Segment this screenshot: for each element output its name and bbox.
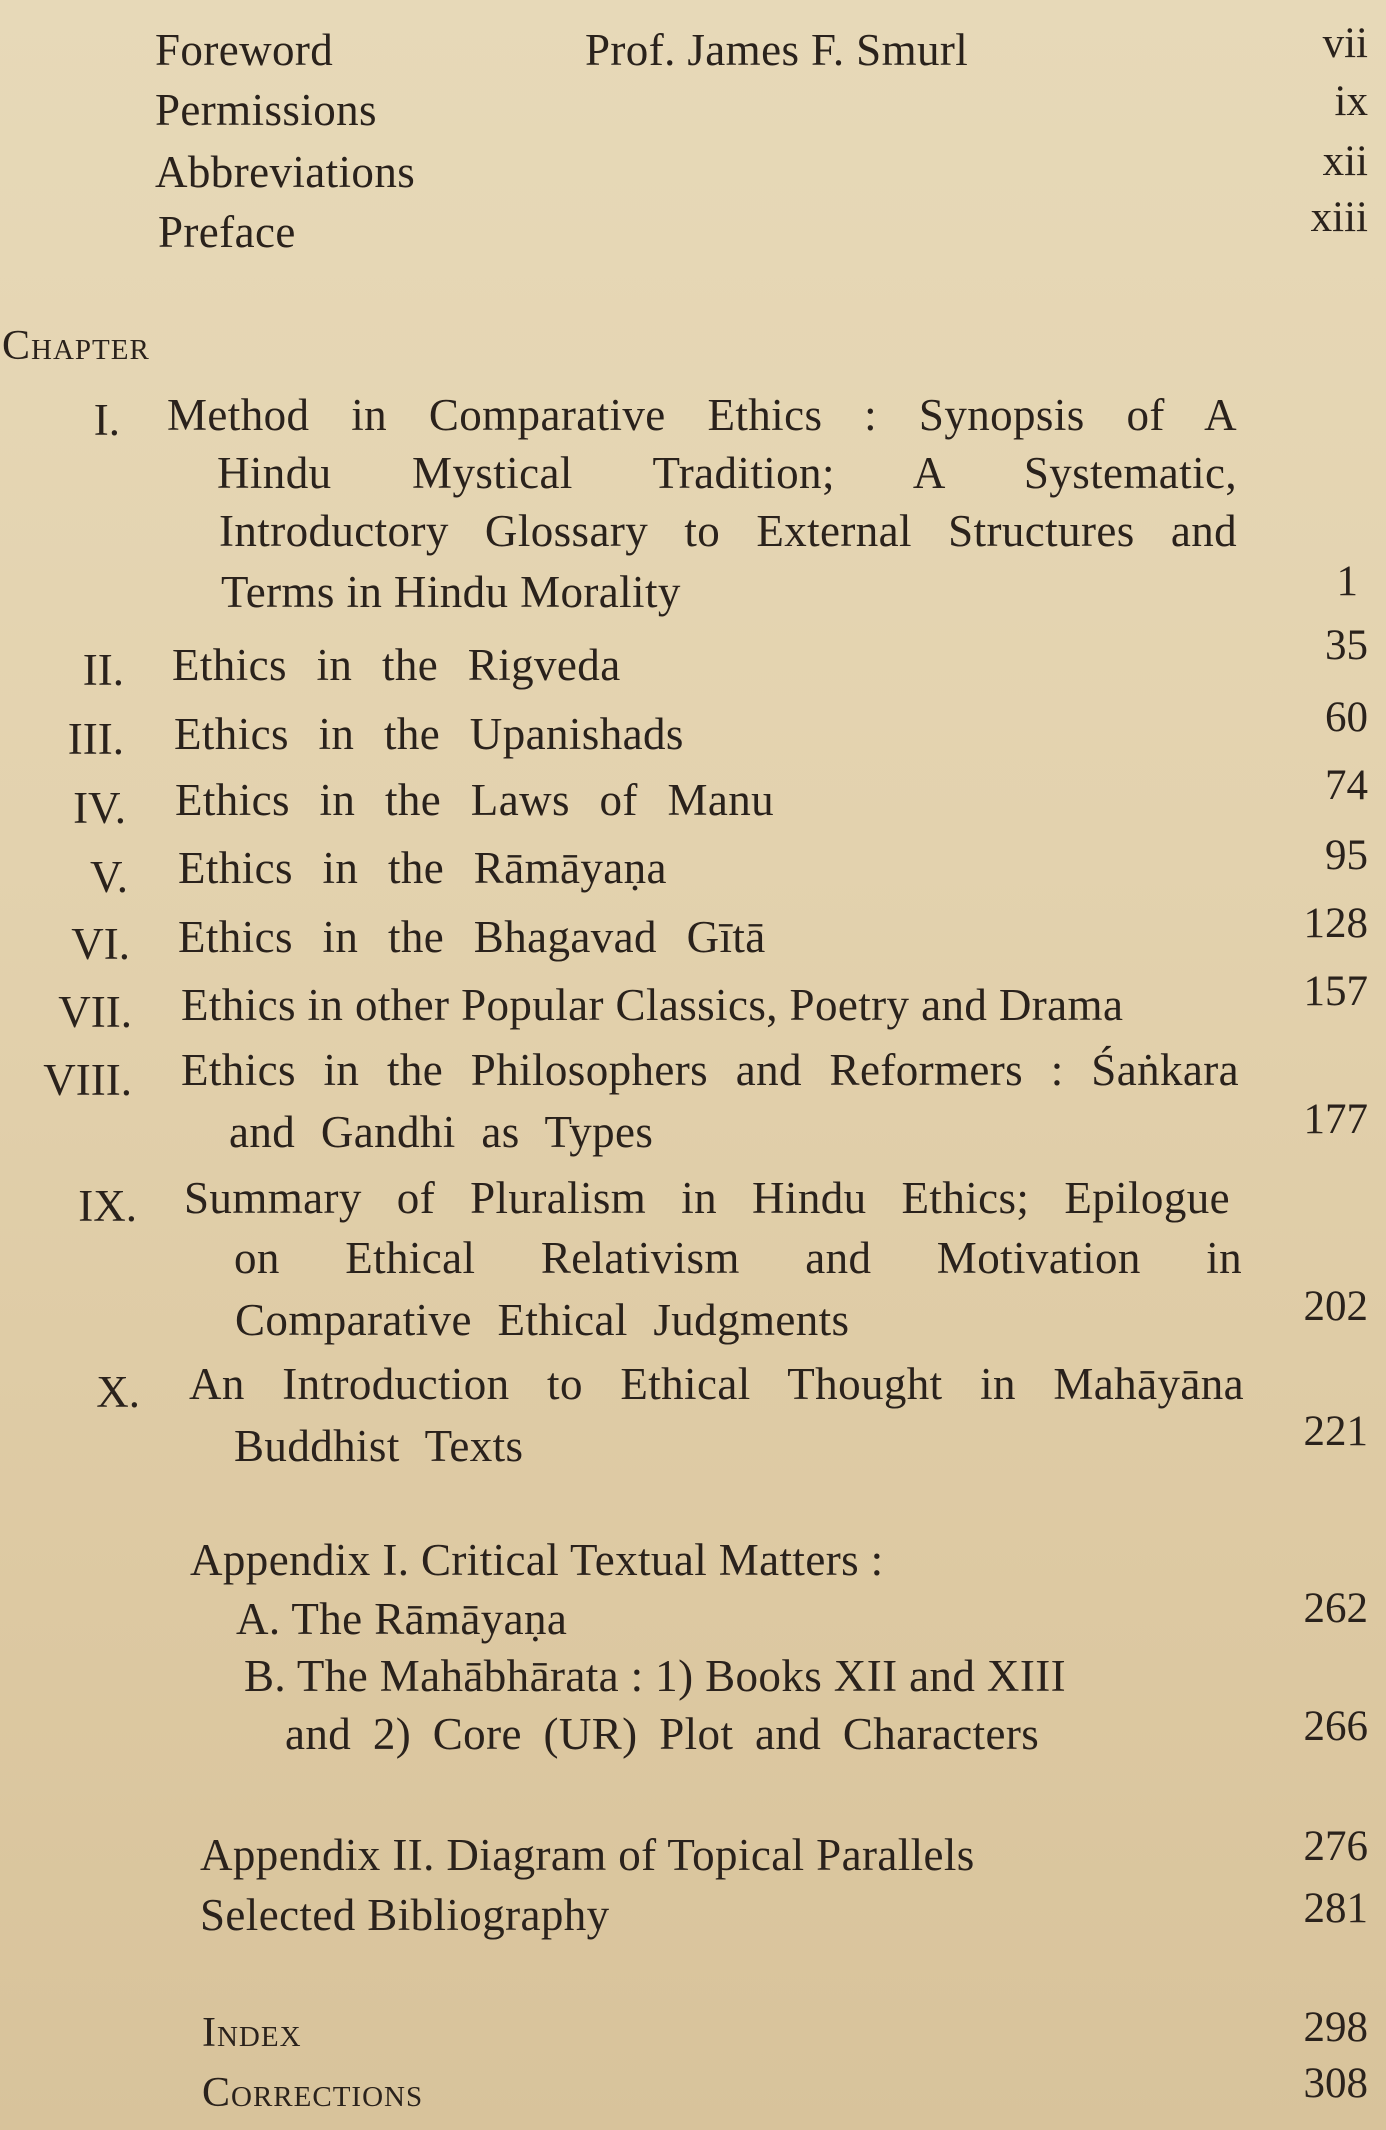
chapter-number: I. [93,395,120,445]
bibliography-page: 281 [1303,1885,1368,1932]
appendix-1-a: A. The Rāmāyaṇa [236,1594,568,1644]
chapter-page: 128 [1303,900,1368,947]
chapter-title-line: Terms in Hindu Morality [221,567,681,617]
chapter-number: X. [96,1367,140,1417]
abbreviations-page: xii [1322,138,1368,185]
chapter-title-line: on Ethical Relativism and Motivation in [234,1233,1242,1283]
chapter-number: III. [67,714,124,764]
corrections-title: Corrections [202,2070,424,2116]
chapter-number: II. [82,645,124,695]
chapter-page: 35 [1325,622,1368,669]
chapter-number: VIII. [43,1055,132,1105]
bibliography-title: Selected Bibliography [200,1890,610,1940]
chapter-number: VII. [58,987,132,1037]
chapter-title-line: An Introduction to Ethical Thought in Mahāyāna [189,1359,1244,1409]
chapter-heading: Chapter [2,323,150,369]
chapter-title-line: Summary of Pluralism in Hindu Ethics; Epilogue [184,1173,1230,1223]
chapter-title-line: and Gandhi as Types [229,1107,654,1157]
appendix-1-b-line: and 2) Core (UR) Plot and Characters [285,1709,1040,1759]
chapter-title: Ethics in the Rigveda [172,640,621,690]
index-title: Index [202,2010,302,2056]
toc-permissions: Permissions [155,85,377,135]
chapter-page: 95 [1325,832,1368,879]
chapter-page: 221 [1303,1408,1368,1455]
foreword-title: Foreword [155,25,334,75]
chapter-title: Ethics in the Bhagavad Gītā [178,912,766,962]
appendix-1-b-line: B. The Mahābhārata : 1) Books XII and XIII [244,1651,1066,1701]
appendix-1-title: Appendix I. Critical Textual Matters : [190,1535,884,1585]
appendix-1-b-page: 266 [1303,1703,1368,1750]
toc-foreword [155,25,969,75]
index-page: 298 [1303,2004,1368,2051]
appendix-2-title: Appendix II. Diagram of Topical Parallels [200,1830,975,1880]
chapter-title: Ethics in the Rāmāyaṇa [178,843,667,893]
chapter-title: Ethics in other Popular Classics, Poetry and Drama [181,980,1124,1030]
toc-preface: Preface [158,207,296,257]
chapter-page: 202 [1303,1283,1368,1330]
chapter-page: 157 [1303,968,1368,1015]
chapter-title-line: Comparative Ethical Judgments [235,1295,850,1345]
chapter-title: Ethics in the Laws of Manu [175,775,775,825]
toc-abbreviations: Abbreviations [155,147,416,197]
chapter-page: 74 [1325,762,1368,809]
appendix-1-a-page: 262 [1303,1585,1368,1632]
chapter-title-line: Method in Comparative Ethics : Synopsis of A [167,390,1237,440]
foreword-page: vii [1322,20,1368,67]
corrections-page: 308 [1303,2060,1368,2107]
chapter-page: 177 [1303,1096,1368,1143]
chapter-title-line: Introductory Glossary to External Structures and [219,506,1237,556]
permissions-page: ix [1334,78,1368,125]
chapter-title-line: Ethics in the Philosophers and Reformers : Śaṅkara [181,1045,1239,1095]
chapter-page: 60 [1325,694,1368,741]
chapter-title-line: Hindu Mystical Tradition; A Systematic, [217,448,1237,498]
appendix-2-page: 276 [1303,1823,1368,1870]
chapter-number: V. [90,852,128,902]
chapter-number: IV. [73,783,126,833]
preface-page: xiii [1310,194,1368,241]
chapter-page: 1 [1336,558,1358,605]
chapter-title-line: Buddhist Texts [234,1421,524,1471]
chapter-number: IX. [78,1181,137,1231]
foreword-author: Prof. James F. Smurl [585,25,969,75]
chapter-number: VI. [71,919,130,969]
chapter-title: Ethics in the Upanishads [174,709,684,759]
